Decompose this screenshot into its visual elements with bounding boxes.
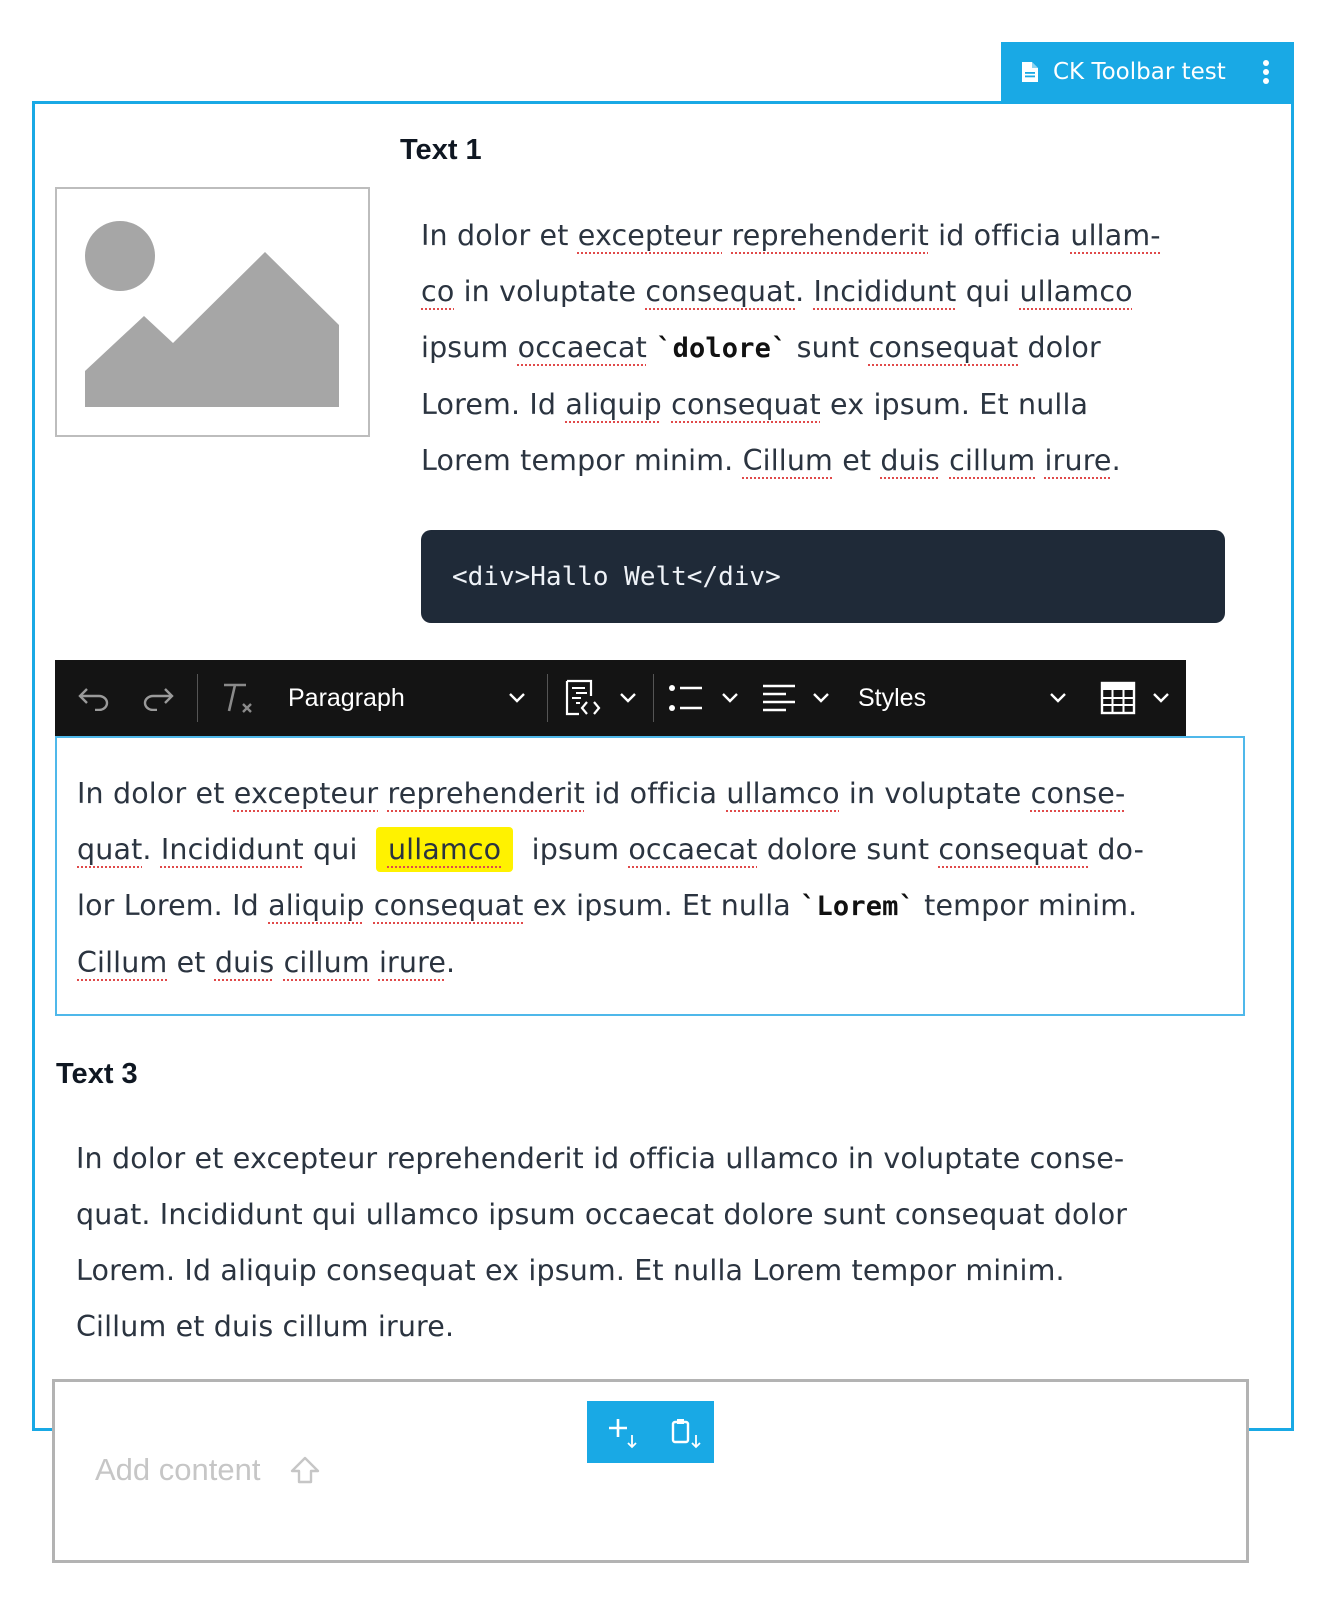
heading-dropdown[interactable] xyxy=(288,660,528,736)
align-left-icon xyxy=(762,683,796,713)
text-segment xyxy=(274,946,283,979)
add-content-placeholder: Add content xyxy=(95,1452,261,1487)
list-dropdown-arrow[interactable] xyxy=(721,660,739,736)
text-segment: et xyxy=(167,946,215,979)
misspelled-word: consequat xyxy=(373,889,524,922)
image-placeholder[interactable] xyxy=(55,187,370,437)
image-icon xyxy=(57,189,368,435)
code-content: <div>Hallo Welt</div> xyxy=(452,561,781,592)
misspelled-word: Cillum xyxy=(77,946,168,979)
misspelled-word: consequat xyxy=(671,388,821,421)
text-segment: . xyxy=(1111,444,1121,477)
highlighted-word: ullamco xyxy=(376,827,513,872)
text3-line: quat. Incididunt qui ullamco ipsum occaecat dolore sunt consequat dolor xyxy=(76,1198,1128,1231)
bulleted-list-icon xyxy=(668,683,704,713)
source-editing-button[interactable] xyxy=(563,660,603,736)
misspelled-word: ullam- xyxy=(1070,219,1161,252)
text3-line: Lorem. Id aliquip consequat ex ipsum. Et nulla Lorem tempor minim. xyxy=(76,1254,1065,1287)
text3-paragraph[interactable] xyxy=(76,1131,1246,1355)
text-segment xyxy=(722,219,731,252)
text-segment: in voluptate xyxy=(839,777,1031,810)
remove-format-icon xyxy=(219,679,257,717)
text-segment xyxy=(365,889,374,922)
misspelled-word: Cillum xyxy=(742,444,833,477)
code-block[interactable] xyxy=(421,530,1225,623)
text-segment: dolor xyxy=(1018,331,1101,364)
misspelled-word: occaecat xyxy=(628,833,758,866)
chevron-down-icon xyxy=(721,692,739,704)
text1-lines xyxy=(421,208,1241,489)
text3-heading: Text 3 xyxy=(56,1058,138,1090)
misspelled-word: co xyxy=(421,275,455,308)
text-segment: ex ipsum. Et nulla xyxy=(820,388,1089,421)
misspelled-word: consequat xyxy=(645,275,796,308)
misspelled-word: reprehenderit xyxy=(731,219,929,252)
insert-bar xyxy=(587,1401,714,1463)
table-icon xyxy=(1100,681,1136,715)
text3-line: In dolor et excepteur reprehenderit id officia ullamco in voluptate conse- xyxy=(76,1142,1125,1175)
inline-code: `Lorem` xyxy=(800,891,915,922)
text-line xyxy=(421,320,1241,377)
text-segment: ex ipsum. Et nulla xyxy=(523,889,801,922)
undo-icon xyxy=(77,685,111,711)
text-segment xyxy=(647,331,656,364)
misspelled-word: cillum xyxy=(283,946,370,979)
redo-icon xyxy=(141,685,175,711)
chevron-down-icon xyxy=(619,692,637,704)
misspelled-word: consequat xyxy=(938,833,1089,866)
text-segment: . xyxy=(795,275,814,308)
editor-toolbar xyxy=(55,660,1186,736)
misspelled-word: quat xyxy=(77,833,143,866)
text-segment: id officia xyxy=(584,777,727,810)
misspelled-word: excepteur xyxy=(577,219,723,252)
chevron-down-icon xyxy=(1152,692,1170,704)
text-line xyxy=(77,766,1144,822)
misspelled-word: Incididunt xyxy=(813,275,957,308)
editor-lines xyxy=(77,766,1144,991)
misspelled-word: excepteur xyxy=(233,777,379,810)
source-editing-icon xyxy=(563,678,603,718)
text-segment xyxy=(378,777,387,810)
misspelled-word: duis xyxy=(880,444,940,477)
chevron-down-icon xyxy=(1049,692,1067,704)
insert-below-icon[interactable] xyxy=(607,1417,639,1449)
text-line xyxy=(421,377,1241,433)
misspelled-word: consequat xyxy=(868,331,1019,364)
text-segment: ipsum xyxy=(513,833,629,866)
text-line xyxy=(77,878,1144,935)
heading-dropdown-label: Paragraph xyxy=(288,683,405,712)
misspelled-word: irure xyxy=(378,946,447,979)
text-segment xyxy=(662,388,671,421)
undo-button[interactable] xyxy=(77,660,111,736)
text-segment: dolore sunt xyxy=(757,833,939,866)
insert-table-button[interactable] xyxy=(1100,660,1136,736)
misspelled-word: ullamco xyxy=(1019,275,1133,308)
source-dropdown-arrow[interactable] xyxy=(619,660,637,736)
remove-format-button[interactable] xyxy=(219,660,257,736)
text-segment: . xyxy=(446,946,456,979)
text-segment: Lorem. Id xyxy=(421,388,566,421)
text-segment: qui xyxy=(956,275,1020,308)
text-line xyxy=(77,935,1144,991)
align-dropdown-arrow[interactable] xyxy=(812,660,830,736)
text-segment xyxy=(1035,444,1044,477)
text-segment: Lorem tempor minim. xyxy=(421,444,743,477)
text-segment: In dolor et xyxy=(77,777,234,810)
text-segment: ipsum xyxy=(421,331,518,364)
text-segment: In dolor et xyxy=(421,219,578,252)
block-title: CK Toolbar test xyxy=(1053,59,1226,85)
kebab-icon[interactable] xyxy=(1262,59,1270,85)
text-segment: qui xyxy=(303,833,376,866)
misspelled-word: cillum xyxy=(949,444,1036,477)
misspelled-word: duis xyxy=(214,946,275,979)
text-segment: lor Lorem. Id xyxy=(77,889,269,922)
text1-heading: Text 1 xyxy=(400,134,482,166)
text-segment: do- xyxy=(1088,833,1145,866)
text-line xyxy=(421,208,1241,264)
align-button[interactable] xyxy=(762,660,796,736)
text-line xyxy=(421,264,1241,320)
redo-button[interactable] xyxy=(141,660,175,736)
arrow-up-icon[interactable] xyxy=(290,1456,320,1484)
rich-text-editor[interactable] xyxy=(55,736,1245,1016)
document-icon xyxy=(1021,61,1039,83)
text-segment: sunt xyxy=(787,331,869,364)
bulleted-list-button[interactable] xyxy=(668,660,704,736)
text3-line: Cillum et duis cillum irure. xyxy=(76,1310,455,1343)
text-segment: tempor minim. xyxy=(914,889,1138,922)
text-segment: id officia xyxy=(928,219,1071,252)
text-segment: in voluptate xyxy=(454,275,646,308)
styles-dropdown[interactable] xyxy=(858,660,1069,736)
misspelled-word: occaecat xyxy=(517,331,647,364)
text-segment xyxy=(940,444,949,477)
paste-below-icon[interactable] xyxy=(669,1416,703,1450)
text-segment xyxy=(370,946,379,979)
misspelled-word: ullamco xyxy=(726,777,840,810)
text-line xyxy=(77,822,1144,878)
chevron-down-icon xyxy=(812,692,830,704)
block-tag[interactable] xyxy=(1001,42,1294,102)
misspelled-word: Incididunt xyxy=(160,833,304,866)
text1-paragraph[interactable] xyxy=(421,208,1241,489)
misspelled-word: aliquip xyxy=(565,388,662,421)
styles-dropdown-label: Styles xyxy=(858,683,927,712)
inline-code: `dolore` xyxy=(656,333,788,364)
chevron-down-icon xyxy=(508,692,526,704)
misspelled-word: conse- xyxy=(1030,777,1126,810)
text-segment: et xyxy=(832,444,881,477)
misspelled-word: irure xyxy=(1044,444,1112,477)
misspelled-word: reprehenderit xyxy=(387,777,585,810)
text-segment: . xyxy=(142,833,161,866)
table-dropdown-arrow[interactable] xyxy=(1152,660,1170,736)
text-line xyxy=(421,433,1241,489)
misspelled-word: aliquip xyxy=(268,889,365,922)
